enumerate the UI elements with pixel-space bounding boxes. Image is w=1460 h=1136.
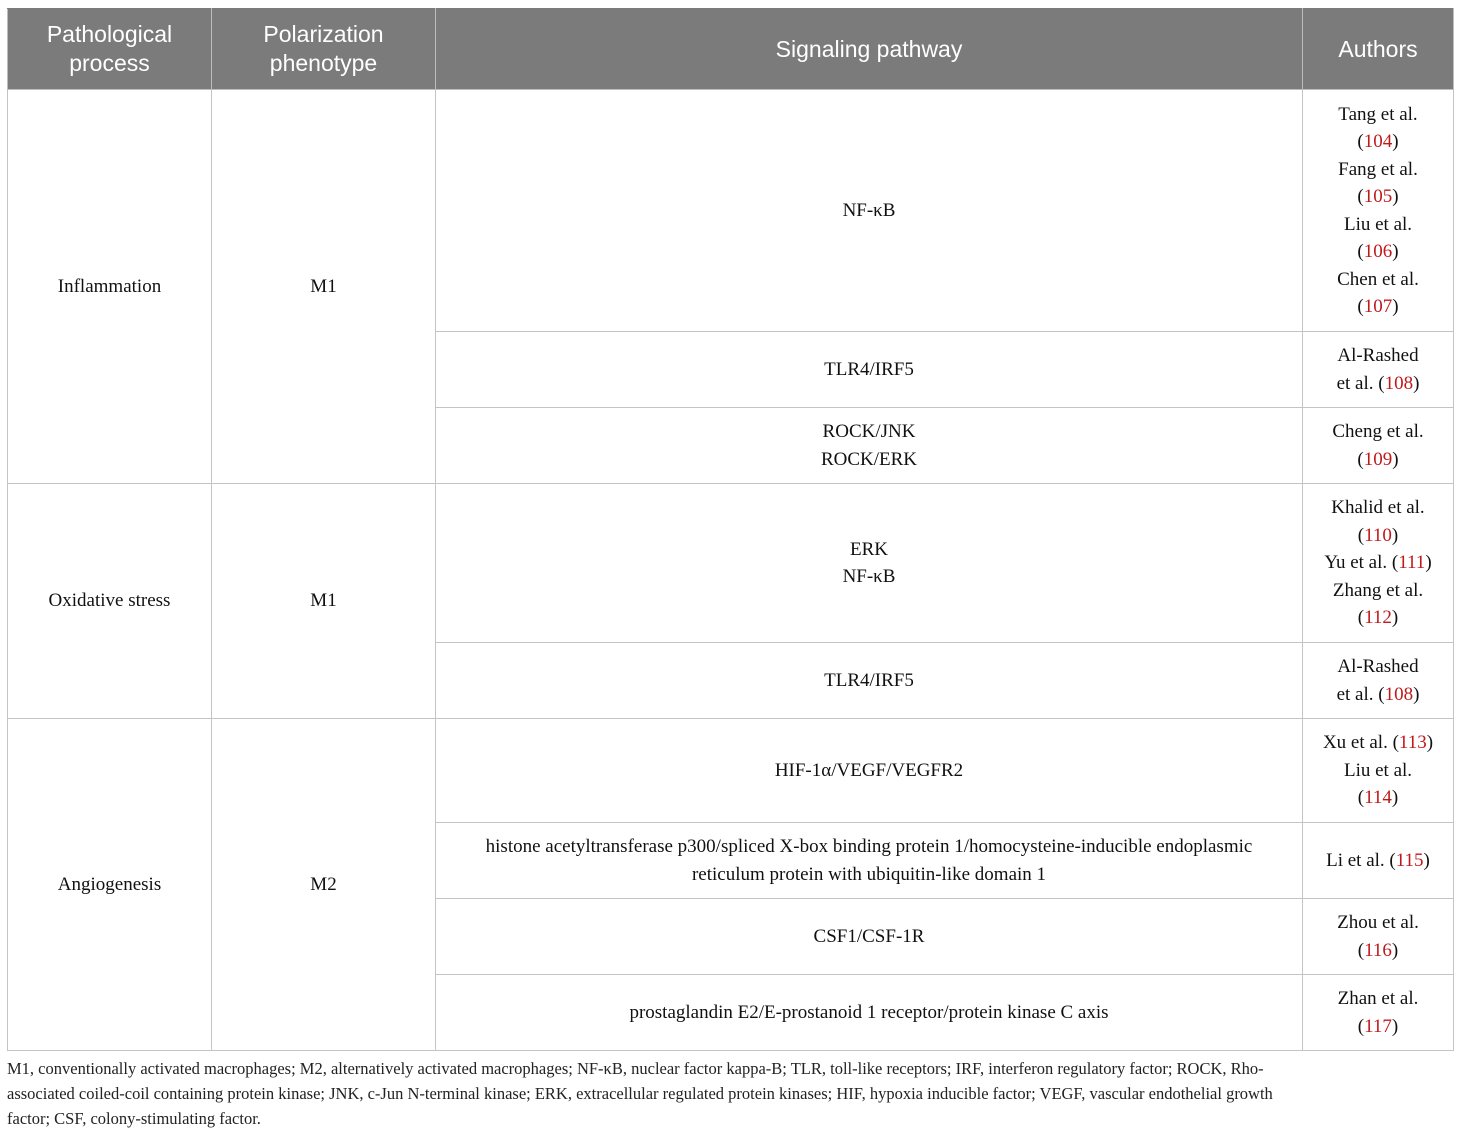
pathway-cell: ERK NF-κB xyxy=(436,484,1303,643)
reference-link[interactable]: 113 xyxy=(1398,732,1427,754)
header-authors: Authors xyxy=(1303,9,1454,90)
table-footnote: M1, conventionally activated macrophages; M2, alternatively activated macrophages; NF-κB, nuclear factor kappa-B; TLR, toll-like receptors; IRF, interferon regulatory factor; ROCK, Rho- associated coiled-coil containing protein kinase; JNK, c-Jun N-terminal kinase; ERK, extracellular regulated protein kinases; HIF, hypoxia inducible factor; VEGF, vascular endothelial growth factor; CSF, colony-stimulating factor. xyxy=(7,1059,1273,1128)
reference-link[interactable]: 110 xyxy=(1364,524,1392,546)
process-cell: Angiogenesis xyxy=(8,719,212,1051)
authors-cell: Al-Rashed et al. (108) xyxy=(1303,643,1454,719)
reference-link[interactable]: 112 xyxy=(1364,607,1392,629)
reference-link[interactable]: 114 xyxy=(1364,787,1392,809)
header-polarization-phenotype: Polarization phenotype xyxy=(212,9,436,90)
data-table xyxy=(7,8,1454,1051)
reference-link[interactable]: 115 xyxy=(1395,849,1424,871)
pathway-cell: NF-κB xyxy=(436,90,1303,332)
reference-link[interactable]: 108 xyxy=(1384,683,1414,705)
pathway-cell: histone acetyltransferase p300/spliced X-box binding protein 1/homocysteine-inducible endoplasmic reticulum protein with ubiquitin-like domain 1 xyxy=(436,823,1303,899)
header-row xyxy=(8,9,1454,90)
pathway-cell: prostaglandin E2/E-prostanoid 1 receptor/protein kinase C axis xyxy=(436,975,1303,1051)
pathway-cell: CSF1/CSF-1R xyxy=(436,899,1303,975)
pathway-cell: ROCK/JNK ROCK/ERK xyxy=(436,408,1303,484)
process-cell: Oxidative stress xyxy=(8,484,212,719)
reference-link[interactable]: 111 xyxy=(1398,552,1426,574)
process-cell: Inflammation xyxy=(8,90,212,484)
phenotype-cell: M1 xyxy=(212,484,436,719)
reference-link[interactable]: 109 xyxy=(1363,448,1393,470)
table-container xyxy=(7,8,1453,1051)
authors-cell: Zhan et al. (117) xyxy=(1303,975,1454,1051)
authors-cell: Xu et al. (113) Liu et al. (114) xyxy=(1303,719,1454,823)
authors-cell: Li et al. (115) xyxy=(1303,823,1454,899)
reference-link[interactable]: 117 xyxy=(1364,1015,1392,1037)
authors-cell: Khalid et al. (110) Yu et al. (111) Zhang et al. (112) xyxy=(1303,484,1454,643)
table-row xyxy=(8,90,1454,332)
reference-link[interactable]: 104 xyxy=(1363,131,1393,152)
pathway-cell: TLR4/IRF5 xyxy=(436,643,1303,719)
reference-link[interactable]: 116 xyxy=(1364,939,1392,961)
authors-cell: Al-Rashed et al. (108) xyxy=(1303,332,1454,408)
table-row xyxy=(8,484,1454,643)
reference-link[interactable]: 108 xyxy=(1384,372,1414,394)
phenotype-cell: M2 xyxy=(212,719,436,1051)
authors-cell: Tang et al. (104) Fang et al. (105) Liu et al. (106) Chen et al. (107) xyxy=(1303,90,1454,332)
reference-link[interactable]: 105 xyxy=(1363,186,1393,207)
reference-link[interactable]: 107 xyxy=(1363,296,1393,317)
table-row xyxy=(8,719,1454,823)
header-pathological-process: Pathological process xyxy=(8,9,212,90)
phenotype-cell: M1 xyxy=(212,90,436,484)
reference-link[interactable]: 106 xyxy=(1363,241,1393,262)
authors-cell: Cheng et al. (109) xyxy=(1303,408,1454,484)
header-signaling-pathway: Signaling pathway xyxy=(436,9,1303,90)
pathway-cell: HIF-1α/VEGF/VEGFR2 xyxy=(436,719,1303,823)
pathway-cell: TLR4/IRF5 xyxy=(436,332,1303,408)
authors-cell: Zhou et al. (116) xyxy=(1303,899,1454,975)
